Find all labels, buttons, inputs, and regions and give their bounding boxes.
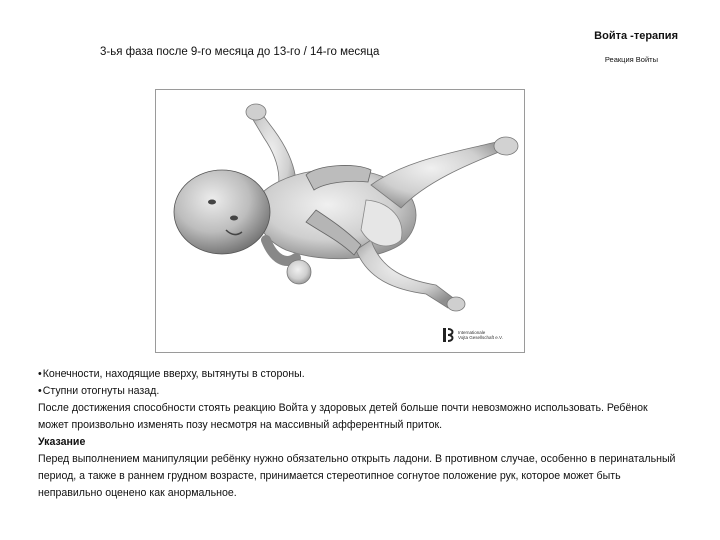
bullet-text: Ступни отогнуты назад.	[42, 385, 160, 397]
paragraph-2: Перед выполнением манипуляции ребёнку нужно обязательно открыть ладони. В противном случае, особенно в перинатальный период, а также в раннем грудном возрасте, принимается стереотипное согнутое положение рук, которое может быть неправильно оценено как анормальное.	[38, 453, 676, 499]
bullet-text: Конечности, находящие вверху, вытянуты в стороны.	[42, 368, 305, 380]
slide-title: 3-ья фаза после 9-го месяца до 13-го / 14-го месяца	[100, 46, 380, 58]
bullet-symbol: •	[38, 368, 42, 380]
paragraph-1: После достижения способности стоять реакцию Войта у здоровых детей больше почти невозможно использовать. Ребёнок может произвольно изменять позу несмотря на массивный афферентный приток.	[38, 402, 648, 431]
bullet-symbol: •	[38, 385, 42, 397]
vojta-logo-text	[458, 330, 503, 341]
infant-illustration	[156, 90, 524, 352]
logo-line-1: Internationale	[458, 329, 486, 335]
vojta-logo-icon	[441, 326, 455, 344]
body-text	[38, 366, 678, 502]
section-heading: Указание	[38, 436, 86, 448]
vojta-logo	[441, 326, 503, 344]
header-title: Войта -терапия	[594, 30, 678, 42]
bullet-item	[38, 366, 678, 383]
infant-photo	[155, 89, 525, 353]
bullet-item	[38, 383, 678, 400]
header-subtitle: Реакция Войты	[604, 55, 658, 64]
logo-line-2: Vojta Gesellschaft e.V.	[458, 335, 503, 340]
